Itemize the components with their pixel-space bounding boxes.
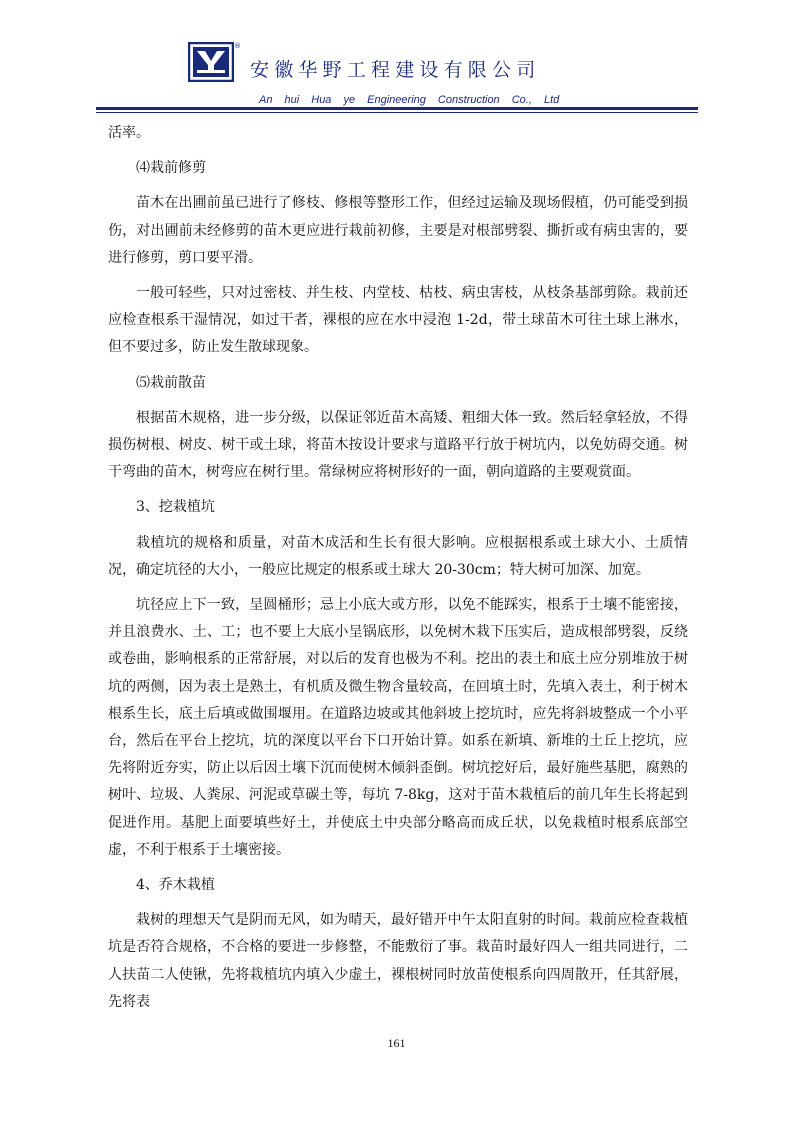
paragraph: 活率。 — [108, 125, 150, 141]
paragraph: 根据苗木规格，进一步分级，以保证邻近苗木高矮、粗细大体一致。然后轻拿轻放，不得损伤树根、树皮、树干或土球，将苗木按设计要求与道路平行放于树坑内，以免妨碍交通。树干弯曲的苗木，树弯应在树行里。常绿树应将树形好的一面，朝向道路的主要观赏面。 — [108, 409, 688, 481]
paragraph: 坑径应上下一致，呈圆桶形；忌上小底大或方形，以免不能踩实，根系于土壤不能密接，并且浪费水、土、工；也不要上大底小呈锅底形，以免树木栽下压实后，造成根部劈裂，反绕或卷曲，影响根系的正常舒展，对以后的发育也极为不利。挖出的表土和底土应分别堆放于树坑的两侧，因为表土是熟土，有机质及微生物含量较高，在回填土时，先填入表土，利于树木根系生长，底土后填或做围堰用。在道路边坡或其他斜坡上挖坑时，应先将斜坡整成一个小平台，然后在平台上挖坑，坑的深度以平台下口开始计算。如系在新填、新堆的土丘上挖坑，应先将附近夯实，防止以后因土壤下沉而使树木倾斜歪倒。树坑挖好后，最好施些基肥，腐熟的树叶、垃圾、人粪尿、河泥或草碳土等，每坑 7-8kg，这对于苗木栽植后的前几年生长将起到促进作用。基肥上面要填些好土，并使底土中央部分略高而成丘状，以免栽植时根系底部空虚，不利于根系于土壤密接。 — [108, 597, 688, 858]
paragraph: 苗木在出圃前虽已进行了修枝、修根等整形工作，但经过运输及现场假植，仍可能受到损伤，对出圃前未经修剪的苗木更应进行栽前初修，主要是对根部劈裂、撕折或有病虫害的，要进行修剪，剪口要平滑。 — [108, 195, 688, 266]
paragraph: 栽树的理想天气是阴而无风，如为晴天，最好错开中午太阳直射的时间。栽前应检查栽植坑是否符合规格，不合格的要进一步修整，不能敷衍了事。栽苗时最好四人一组共同进行，二人扶苗二人使锹，先将栽植坑内填入少虚土，裸根树同时放苗使根系向四周散开，任其舒展，先将表 — [108, 912, 688, 1010]
section-heading: 3、挖栽植坑 — [136, 499, 215, 516]
section-heading: 4、乔木栽植 — [136, 877, 215, 894]
registered-mark: ® — [234, 42, 241, 50]
section-heading: ⑷栽前修剪 — [136, 160, 206, 177]
section-heading: ⑸栽前散苗 — [136, 374, 206, 391]
page-number: 161 — [387, 1036, 406, 1050]
paragraph: 栽植坑的规格和质量，对苗木成活和生长有很大影响。应根据根系或土球大小、土质情况，确定坑径的大小，一般应比规定的根系或土球大 20-30cm；特大树可加深、加宽。 — [108, 534, 688, 578]
document-body — [108, 120, 688, 1016]
paragraph: 一般可轻些，只对过密枝、并生枝、内堂枝、枯枝、病虫害枝，从枝条基部剪除。栽前还应检查根系干湿情况，如过干者，裸根的应在水中浸泡 1-2d，带土球苗木可往土球上淋水，但不要过多，防止发生散球现象。 — [108, 285, 688, 356]
header-rule-thin — [96, 112, 698, 113]
header-rule-thick — [96, 107, 698, 110]
letterhead — [0, 0, 793, 115]
company-logo-icon — [188, 42, 234, 82]
company-name-en: An hui Hua ye Engineering Construction Co., Ltd — [259, 94, 560, 106]
company-name-cn: 安徽华野工程建设有限公司 — [250, 59, 541, 81]
